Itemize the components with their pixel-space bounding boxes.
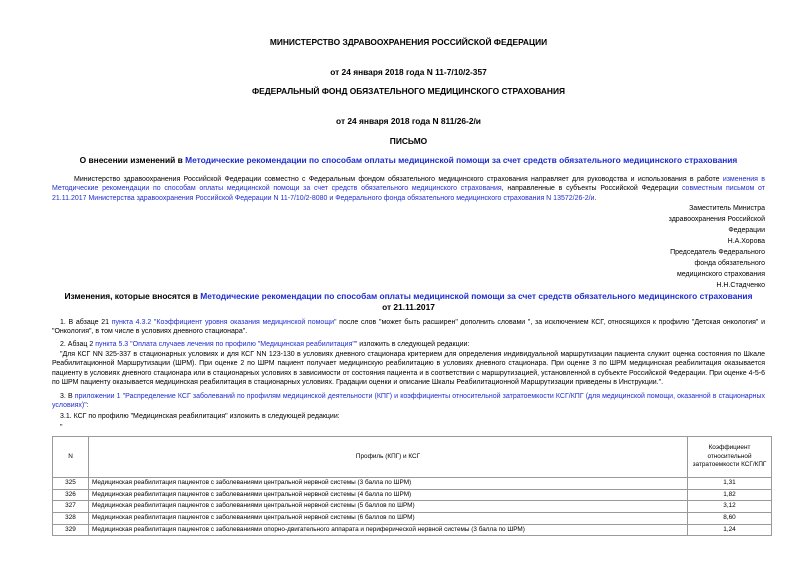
subject-prefix: О внесении изменений в xyxy=(79,155,186,165)
row-n: 325 xyxy=(53,478,89,490)
quote-mark: " xyxy=(60,424,63,431)
row-coef: 1,31 xyxy=(688,478,772,490)
sig1-line1: Заместитель Министра xyxy=(689,205,765,212)
row-profile: Медицинская реабилитация пациентов с заболеваниями опорно-двигательного аппарата и периферической нервной системы (3 балла по ШРМ) xyxy=(89,524,688,536)
sig1-name: Н.А.Хорова xyxy=(727,237,765,245)
row-n: 327 xyxy=(53,501,89,513)
row-n: 329 xyxy=(53,524,89,536)
subject-link[interactable]: Методические рекомендации по способам оплаты медицинской помощи за счет средств обязательного медицинского страхования xyxy=(185,155,738,165)
item2-text-b: изложить в следующей редакции: xyxy=(357,341,470,348)
fund-date: от 24 января 2018 года N 811/26-2/и xyxy=(336,116,481,126)
item-3 xyxy=(52,392,765,411)
table-row xyxy=(53,524,772,536)
row-coef: 3,12 xyxy=(688,501,772,513)
changes-title-link[interactable]: Методические рекомендации по способам оплаты медицинской помощи за счет средств обязательного медицинского страхования xyxy=(200,291,753,301)
signature-ministry xyxy=(655,204,765,247)
item-3-1: 3.1. КСГ по профилю "Медицинская реабилитация" изложить в следующей редакции: xyxy=(60,413,340,420)
item2-text-a: 2. Абзац 2 xyxy=(60,341,96,348)
item-1 xyxy=(52,318,765,337)
table-header-row xyxy=(53,437,772,478)
sig2-name: Н.Н.Стадченко xyxy=(716,281,765,289)
row-coef: 1,24 xyxy=(688,524,772,536)
item1-text-b: после слов "может быть расширен" дополнить словами ", за исключением КСГ, относящихся к профилю "Детская онкология" и "Онкология", в том числе в условиях дневного стационара". xyxy=(52,319,765,336)
sig2-line2: фонда обязательного xyxy=(694,259,765,267)
table-row xyxy=(53,489,772,501)
row-profile: Медицинская реабилитация пациентов с заболеваниями центральной нервной системы (3 балла по ШРМ) xyxy=(89,478,688,490)
row-coef: 8,60 xyxy=(688,512,772,524)
sig2-line3: медицинского страхования xyxy=(676,270,765,278)
ministry-title: МИНИСТЕРСТВО ЗДРАВООХРАНЕНИЯ РОССИЙСКОЙ ФЕДЕРАЦИИ xyxy=(269,37,548,47)
row-n: 328 xyxy=(53,512,89,524)
row-profile: Медицинская реабилитация пациентов с заболеваниями центральной нервной системы (5 баллов по ШРМ) xyxy=(89,501,688,513)
row-n: 326 xyxy=(53,489,89,501)
table-row xyxy=(53,501,772,513)
intro-paragraph xyxy=(52,175,765,203)
item1-text-a: 1. В абзаце 21 xyxy=(60,319,112,326)
row-profile: Медицинская реабилитация пациентов с заболеваниями центральной нервной системы (6 баллов по ШРМ) xyxy=(89,512,688,524)
signature-fund xyxy=(655,248,765,291)
header-profile: Профиль (КПГ) и КСГ xyxy=(89,437,688,478)
intro-text-a: Министерство здравоохранения Российской Федерации совместно с Федеральным фондом обязательного медицинского страхования направляет для руководства и использования в работе xyxy=(74,176,723,183)
header-n: N xyxy=(53,437,89,478)
intro-link-letter[interactable]: совместным письмом от 21.11.2017 Министерства здравоохранения Российской Федерации N 11-7/10/2-8080 и Федерального фонда обязательного медицинского страхования N 13572/26-2/и xyxy=(52,185,765,202)
intro-link-changes[interactable]: изменения в Методические рекомендации по способам оплаты медицинской помощи за счет средств обязательного медицинского страхования xyxy=(52,176,765,193)
ksg-table xyxy=(52,436,772,536)
table-row xyxy=(53,512,772,524)
item3-text-a: 3. В xyxy=(60,393,75,400)
item2-link[interactable]: пункта 5.3 "Оплата случаев лечения по профилю "Медицинская реабилитация"" xyxy=(95,341,358,348)
changes-title xyxy=(52,291,765,313)
fund-title: ФЕДЕРАЛЬНЫЙ ФОНД ОБЯЗАТЕЛЬНОГО МЕДИЦИНСКОГО СТРАХОВАНИЯ xyxy=(251,86,566,96)
item1-link[interactable]: пункта 4.3.2 "Коэффициент уровня оказания медицинской помощи" xyxy=(111,319,337,326)
sig1-line2: здравоохранения Российской xyxy=(668,215,765,223)
row-profile: Медицинская реабилитация пациентов с заболеваниями центральной нервной системы (4 балла по ШРМ) xyxy=(89,489,688,501)
item-2 xyxy=(52,340,765,349)
intro-text-c: . xyxy=(594,194,597,202)
ministry-date: от 24 января 2018 года N 11-7/10/2-357 xyxy=(330,67,487,77)
row-coef: 1,82 xyxy=(688,489,772,501)
sig1-line3: Федерации xyxy=(728,226,765,234)
table-row xyxy=(53,478,772,490)
letter-subject xyxy=(52,155,765,166)
intro-text-b: , направленные в субъекты Российской Федерации xyxy=(501,185,682,193)
item3-link[interactable]: приложении 1 "Распределение КСГ заболеваний по профилям медицинской деятельности (КПГ) и коэффициенты относительной затратоемкости КСГ/КПГ (для медицинской помощи, оказанной в стационарных условиях)" xyxy=(52,393,765,410)
header-coef: Коэффициент относительной затратоемкости КСГ/КПГ xyxy=(688,437,772,478)
doc-type: ПИСЬМО xyxy=(389,136,428,146)
item-2-quote: "Для КСГ NN 325-337 в стационарных условиях и для КСГ NN 123-130 в условиях дневного стационара критерием для определения индивидуальной маршрутизации пациента служит оценка состояния по Шкале Реабилитационной Маршрутизации (ШРМ). При оценке 2 по ШРМ пациент получает медицинскую реабилитацию в условиях дневного стационара. При оценке 3 по ШРМ медицинская реабилитация оказывается пациенту в условиях дневного стационара или в стационарных условиях в зависимости от состояния пациента и в соответствии с маршрутизацией, установленной в субъекте Российской Федерации. При оценке 4-5-6 по ШРМ пациенту оказывается медицинская реабилитация в стационарных условиях. Градации оценки и описание Шкалы Реабилитационной Маршрутизации приведены в Инструкции.". xyxy=(52,351,765,387)
item3-text-b: : xyxy=(86,402,89,410)
changes-title-prefix: Изменения, которые вносятся в xyxy=(64,291,201,301)
changes-title-date: от 21.11.2017 xyxy=(382,301,435,312)
sig2-line1: Председатель Федерального xyxy=(670,249,765,256)
